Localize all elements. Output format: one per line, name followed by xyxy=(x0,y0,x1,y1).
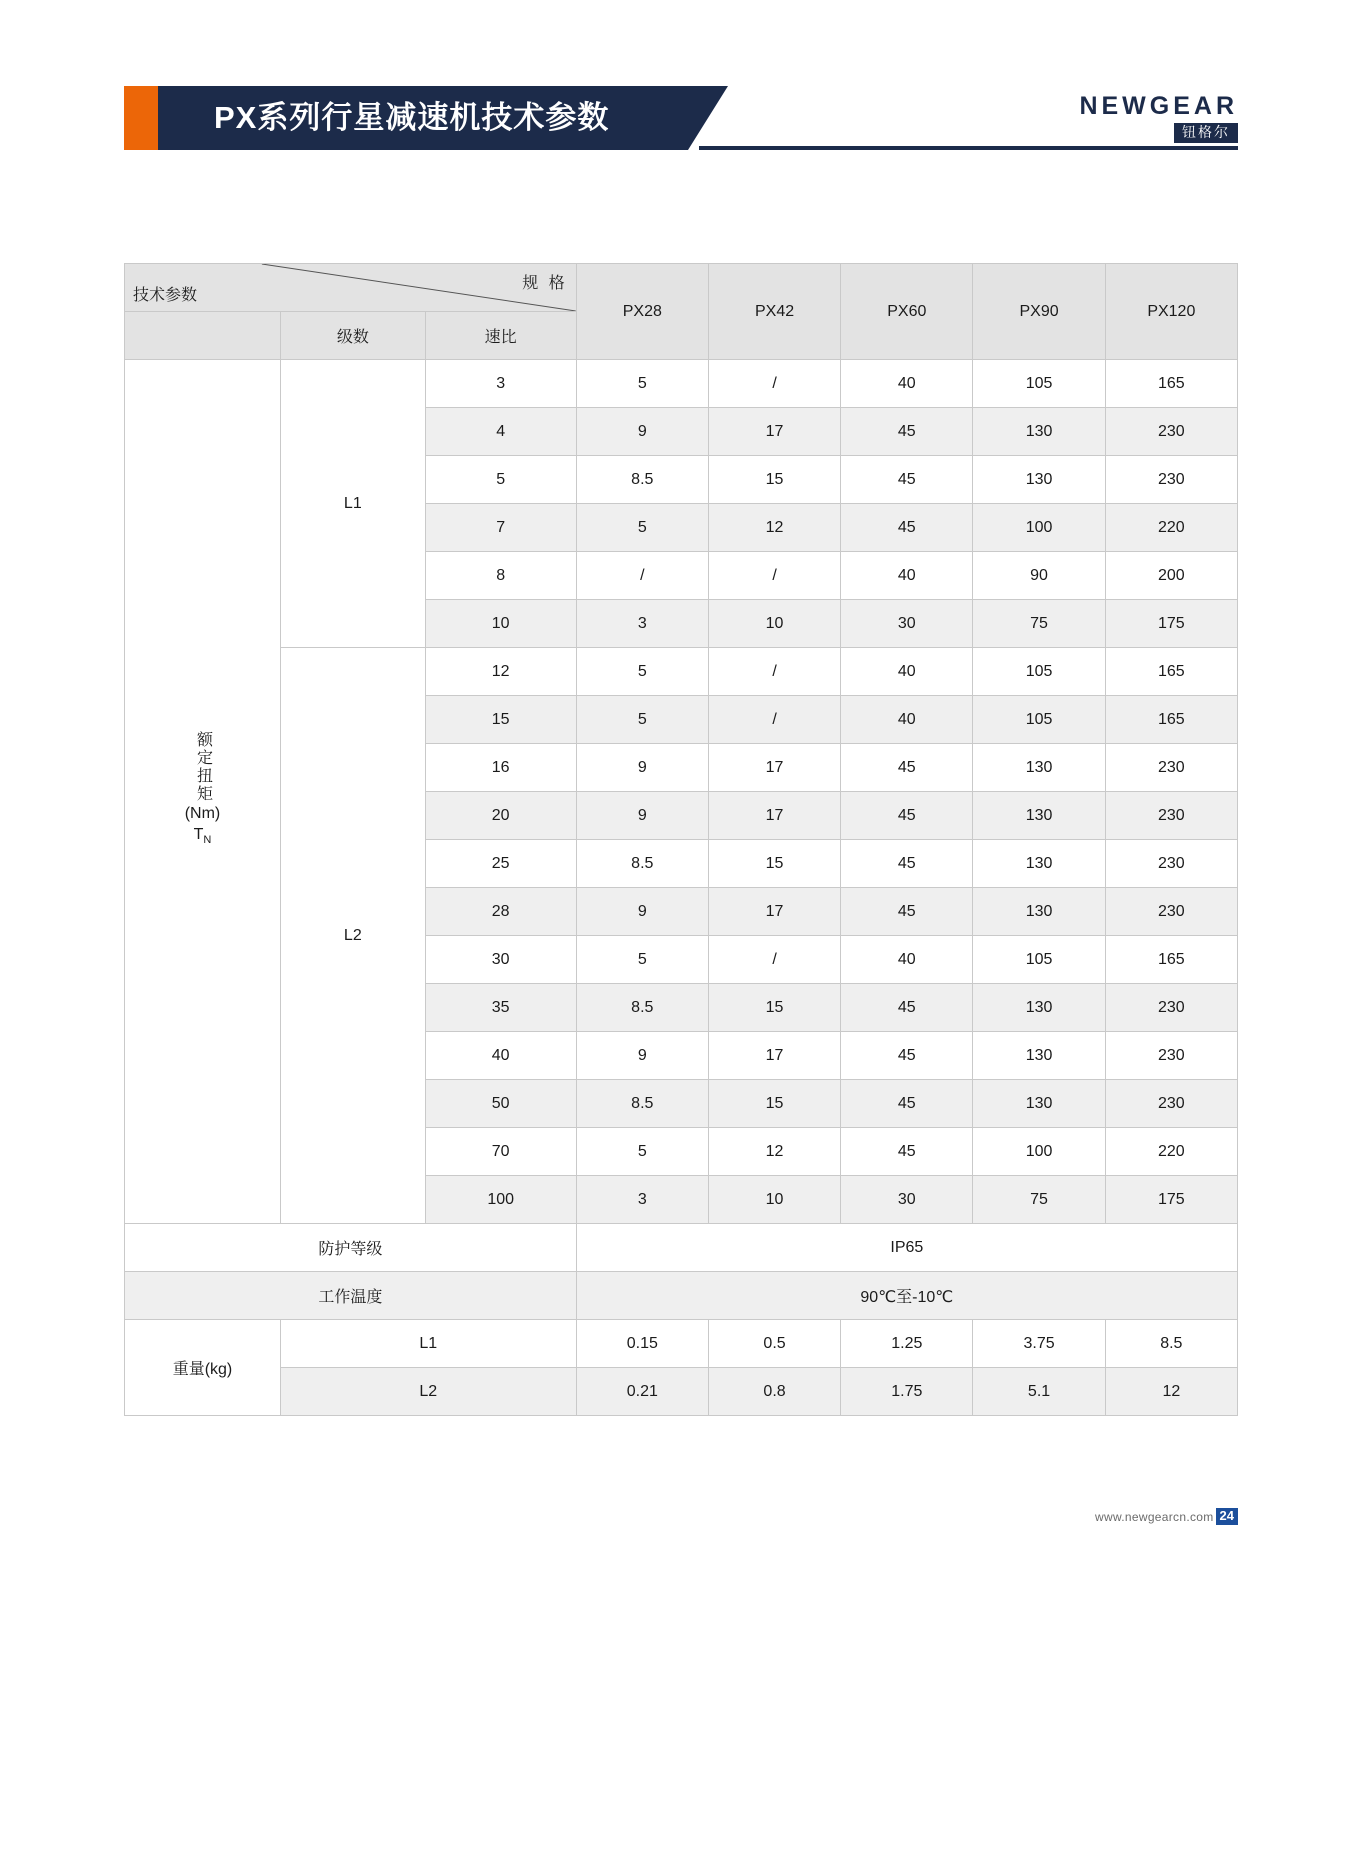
rated-torque-label: 额定扭矩 xyxy=(194,731,212,804)
torque-value-px60: 40 xyxy=(841,696,973,744)
page-title: PX系列行星减速机技术参数 xyxy=(214,100,610,135)
torque-value-px28: 5 xyxy=(576,696,708,744)
torque-value-px28: 9 xyxy=(576,1032,708,1080)
subheader-blank xyxy=(125,312,281,360)
torque-value-px120: 230 xyxy=(1105,840,1237,888)
model-header-px90: PX90 xyxy=(973,264,1105,360)
stage-label-l2: L2 xyxy=(280,648,425,1224)
weight-row xyxy=(125,1320,1238,1368)
torque-value-px90: 105 xyxy=(973,648,1105,696)
ratio-cell: 8 xyxy=(425,552,576,600)
torque-value-px90: 90 xyxy=(973,552,1105,600)
torque-value-px28: 5 xyxy=(576,360,708,408)
torque-value-px42: / xyxy=(708,648,840,696)
torque-value-px120: 230 xyxy=(1105,792,1237,840)
torque-value-px42: 10 xyxy=(708,1176,840,1224)
torque-value-px120: 230 xyxy=(1105,744,1237,792)
torque-value-px60: 45 xyxy=(841,744,973,792)
torque-value-px90: 130 xyxy=(973,840,1105,888)
model-header-px60: PX60 xyxy=(841,264,973,360)
weight-value-px42: 0.5 xyxy=(708,1320,840,1368)
weight-value-px42: 0.8 xyxy=(708,1368,840,1416)
torque-value-px90: 130 xyxy=(973,792,1105,840)
torque-value-px42: 10 xyxy=(708,600,840,648)
subheader-ratio: 速比 xyxy=(425,312,576,360)
torque-value-px90: 130 xyxy=(973,1080,1105,1128)
torque-value-px90: 130 xyxy=(973,408,1105,456)
torque-value-px42: / xyxy=(708,360,840,408)
ratio-cell: 100 xyxy=(425,1176,576,1224)
weight-value-px28: 0.21 xyxy=(576,1368,708,1416)
torque-value-px60: 45 xyxy=(841,408,973,456)
torque-value-px60: 45 xyxy=(841,888,973,936)
protection-label: 防护等级 xyxy=(125,1224,577,1272)
rated-torque-label-cell xyxy=(125,360,281,1224)
torque-value-px28: 5 xyxy=(576,936,708,984)
torque-value-px42: 12 xyxy=(708,1128,840,1176)
weight-value-px60: 1.75 xyxy=(841,1368,973,1416)
spec-label: 规 格 xyxy=(522,275,568,292)
ratio-cell: 30 xyxy=(425,936,576,984)
weight-value-px120: 12 xyxy=(1105,1368,1237,1416)
torque-value-px90: 105 xyxy=(973,360,1105,408)
torque-value-px28: 9 xyxy=(576,744,708,792)
header-corner-cell xyxy=(125,264,577,312)
torque-value-px90: 105 xyxy=(973,696,1105,744)
table-row xyxy=(125,648,1238,696)
torque-value-px120: 230 xyxy=(1105,984,1237,1032)
torque-value-px60: 45 xyxy=(841,504,973,552)
torque-value-px60: 45 xyxy=(841,840,973,888)
torque-value-px120: 165 xyxy=(1105,696,1237,744)
torque-value-px120: 165 xyxy=(1105,648,1237,696)
ratio-cell: 12 xyxy=(425,648,576,696)
torque-value-px28: 5 xyxy=(576,648,708,696)
torque-value-px120: 220 xyxy=(1105,504,1237,552)
torque-value-px28: 8.5 xyxy=(576,840,708,888)
torque-value-px28: 9 xyxy=(576,792,708,840)
torque-value-px42: 15 xyxy=(708,984,840,1032)
torque-value-px60: 40 xyxy=(841,648,973,696)
torque-value-px120: 175 xyxy=(1105,1176,1237,1224)
torque-value-px28: 8.5 xyxy=(576,1080,708,1128)
protection-row xyxy=(125,1224,1238,1272)
torque-value-px120: 200 xyxy=(1105,552,1237,600)
temperature-value: 90℃至-10℃ xyxy=(576,1272,1237,1320)
company-logo xyxy=(1018,92,1238,143)
torque-value-px42: 15 xyxy=(708,1080,840,1128)
torque-value-px42: 15 xyxy=(708,456,840,504)
torque-value-px42: 15 xyxy=(708,840,840,888)
ratio-cell: 4 xyxy=(425,408,576,456)
weight-value-px28: 0.15 xyxy=(576,1320,708,1368)
torque-value-px42: 17 xyxy=(708,744,840,792)
weight-value-px90: 3.75 xyxy=(973,1320,1105,1368)
torque-value-px28: 5 xyxy=(576,1128,708,1176)
weight-row xyxy=(125,1368,1238,1416)
logo-text-en: NEWGEAR xyxy=(1079,92,1238,120)
ratio-cell: 70 xyxy=(425,1128,576,1176)
torque-value-px60: 45 xyxy=(841,456,973,504)
page-footer xyxy=(1095,1508,1238,1525)
rated-torque-unit: (Nm) xyxy=(184,805,221,823)
torque-value-px28: 9 xyxy=(576,408,708,456)
torque-value-px90: 100 xyxy=(973,504,1105,552)
ratio-cell: 35 xyxy=(425,984,576,1032)
torque-value-px42: 17 xyxy=(708,1032,840,1080)
ratio-cell: 5 xyxy=(425,456,576,504)
table-row xyxy=(125,360,1238,408)
torque-value-px42: / xyxy=(708,936,840,984)
weight-stage-l2: L2 xyxy=(280,1368,576,1416)
torque-value-px90: 130 xyxy=(973,984,1105,1032)
page-number: 24 xyxy=(1216,1508,1238,1525)
torque-value-px60: 45 xyxy=(841,1128,973,1176)
protection-value: IP65 xyxy=(576,1224,1237,1272)
torque-value-px42: 17 xyxy=(708,888,840,936)
temperature-row xyxy=(125,1272,1238,1320)
ratio-cell: 10 xyxy=(425,600,576,648)
specification-table xyxy=(124,263,1238,1416)
torque-value-px60: 30 xyxy=(841,600,973,648)
ratio-cell: 15 xyxy=(425,696,576,744)
torque-value-px28: 3 xyxy=(576,600,708,648)
table-header-row xyxy=(125,264,1238,312)
torque-value-px42: 17 xyxy=(708,408,840,456)
torque-value-px28: 8.5 xyxy=(576,984,708,1032)
footer-website: www.newgearcn.com xyxy=(1095,1509,1214,1524)
torque-value-px28: 3 xyxy=(576,1176,708,1224)
torque-value-px90: 75 xyxy=(973,1176,1105,1224)
param-label: 技术参数 xyxy=(133,287,198,304)
model-header-px42: PX42 xyxy=(708,264,840,360)
torque-value-px120: 230 xyxy=(1105,408,1237,456)
torque-value-px28: / xyxy=(576,552,708,600)
torque-value-px60: 45 xyxy=(841,1032,973,1080)
torque-value-px120: 220 xyxy=(1105,1128,1237,1176)
ratio-cell: 50 xyxy=(425,1080,576,1128)
torque-value-px60: 30 xyxy=(841,1176,973,1224)
torque-value-px60: 40 xyxy=(841,552,973,600)
torque-value-px28: 8.5 xyxy=(576,456,708,504)
torque-value-px60: 45 xyxy=(841,984,973,1032)
torque-value-px28: 5 xyxy=(576,504,708,552)
torque-value-px120: 165 xyxy=(1105,360,1237,408)
torque-value-px90: 75 xyxy=(973,600,1105,648)
torque-value-px90: 130 xyxy=(973,888,1105,936)
torque-value-px90: 130 xyxy=(973,1032,1105,1080)
ratio-cell: 28 xyxy=(425,888,576,936)
ratio-cell: 40 xyxy=(425,1032,576,1080)
weight-label: 重量(kg) xyxy=(125,1320,281,1416)
ratio-cell: 16 xyxy=(425,744,576,792)
torque-value-px120: 165 xyxy=(1105,936,1237,984)
torque-value-px42: 12 xyxy=(708,504,840,552)
torque-value-px42: / xyxy=(708,696,840,744)
weight-value-px90: 5.1 xyxy=(973,1368,1105,1416)
torque-value-px42: 17 xyxy=(708,792,840,840)
ratio-cell: 20 xyxy=(425,792,576,840)
rated-torque-symbol: $T_N$ xyxy=(193,826,212,847)
torque-value-px120: 230 xyxy=(1105,1032,1237,1080)
weight-stage-l1: L1 xyxy=(280,1320,576,1368)
spec-table-container xyxy=(124,263,1238,1416)
torque-value-px120: 175 xyxy=(1105,600,1237,648)
torque-value-px60: 45 xyxy=(841,792,973,840)
torque-value-px90: 130 xyxy=(973,744,1105,792)
banner-underline xyxy=(699,146,1238,150)
torque-value-px28: 9 xyxy=(576,888,708,936)
logo-text-cn: 钮格尔 xyxy=(1174,123,1238,143)
ratio-cell: 7 xyxy=(425,504,576,552)
subheader-stage: 级数 xyxy=(280,312,425,360)
ratio-cell: 25 xyxy=(425,840,576,888)
ratio-cell: 3 xyxy=(425,360,576,408)
banner-accent-bar xyxy=(124,86,158,150)
torque-value-px120: 230 xyxy=(1105,888,1237,936)
weight-value-px60: 1.25 xyxy=(841,1320,973,1368)
torque-value-px42: / xyxy=(708,552,840,600)
torque-value-px90: 105 xyxy=(973,936,1105,984)
torque-value-px120: 230 xyxy=(1105,1080,1237,1128)
torque-value-px120: 230 xyxy=(1105,456,1237,504)
page-header xyxy=(124,86,1238,154)
weight-value-px120: 8.5 xyxy=(1105,1320,1237,1368)
torque-value-px60: 40 xyxy=(841,360,973,408)
model-header-px120: PX120 xyxy=(1105,264,1237,360)
model-header-px28: PX28 xyxy=(576,264,708,360)
torque-value-px90: 100 xyxy=(973,1128,1105,1176)
torque-value-px90: 130 xyxy=(973,456,1105,504)
torque-value-px60: 40 xyxy=(841,936,973,984)
torque-value-px60: 45 xyxy=(841,1080,973,1128)
stage-label-l1: L1 xyxy=(280,360,425,648)
temperature-label: 工作温度 xyxy=(125,1272,577,1320)
